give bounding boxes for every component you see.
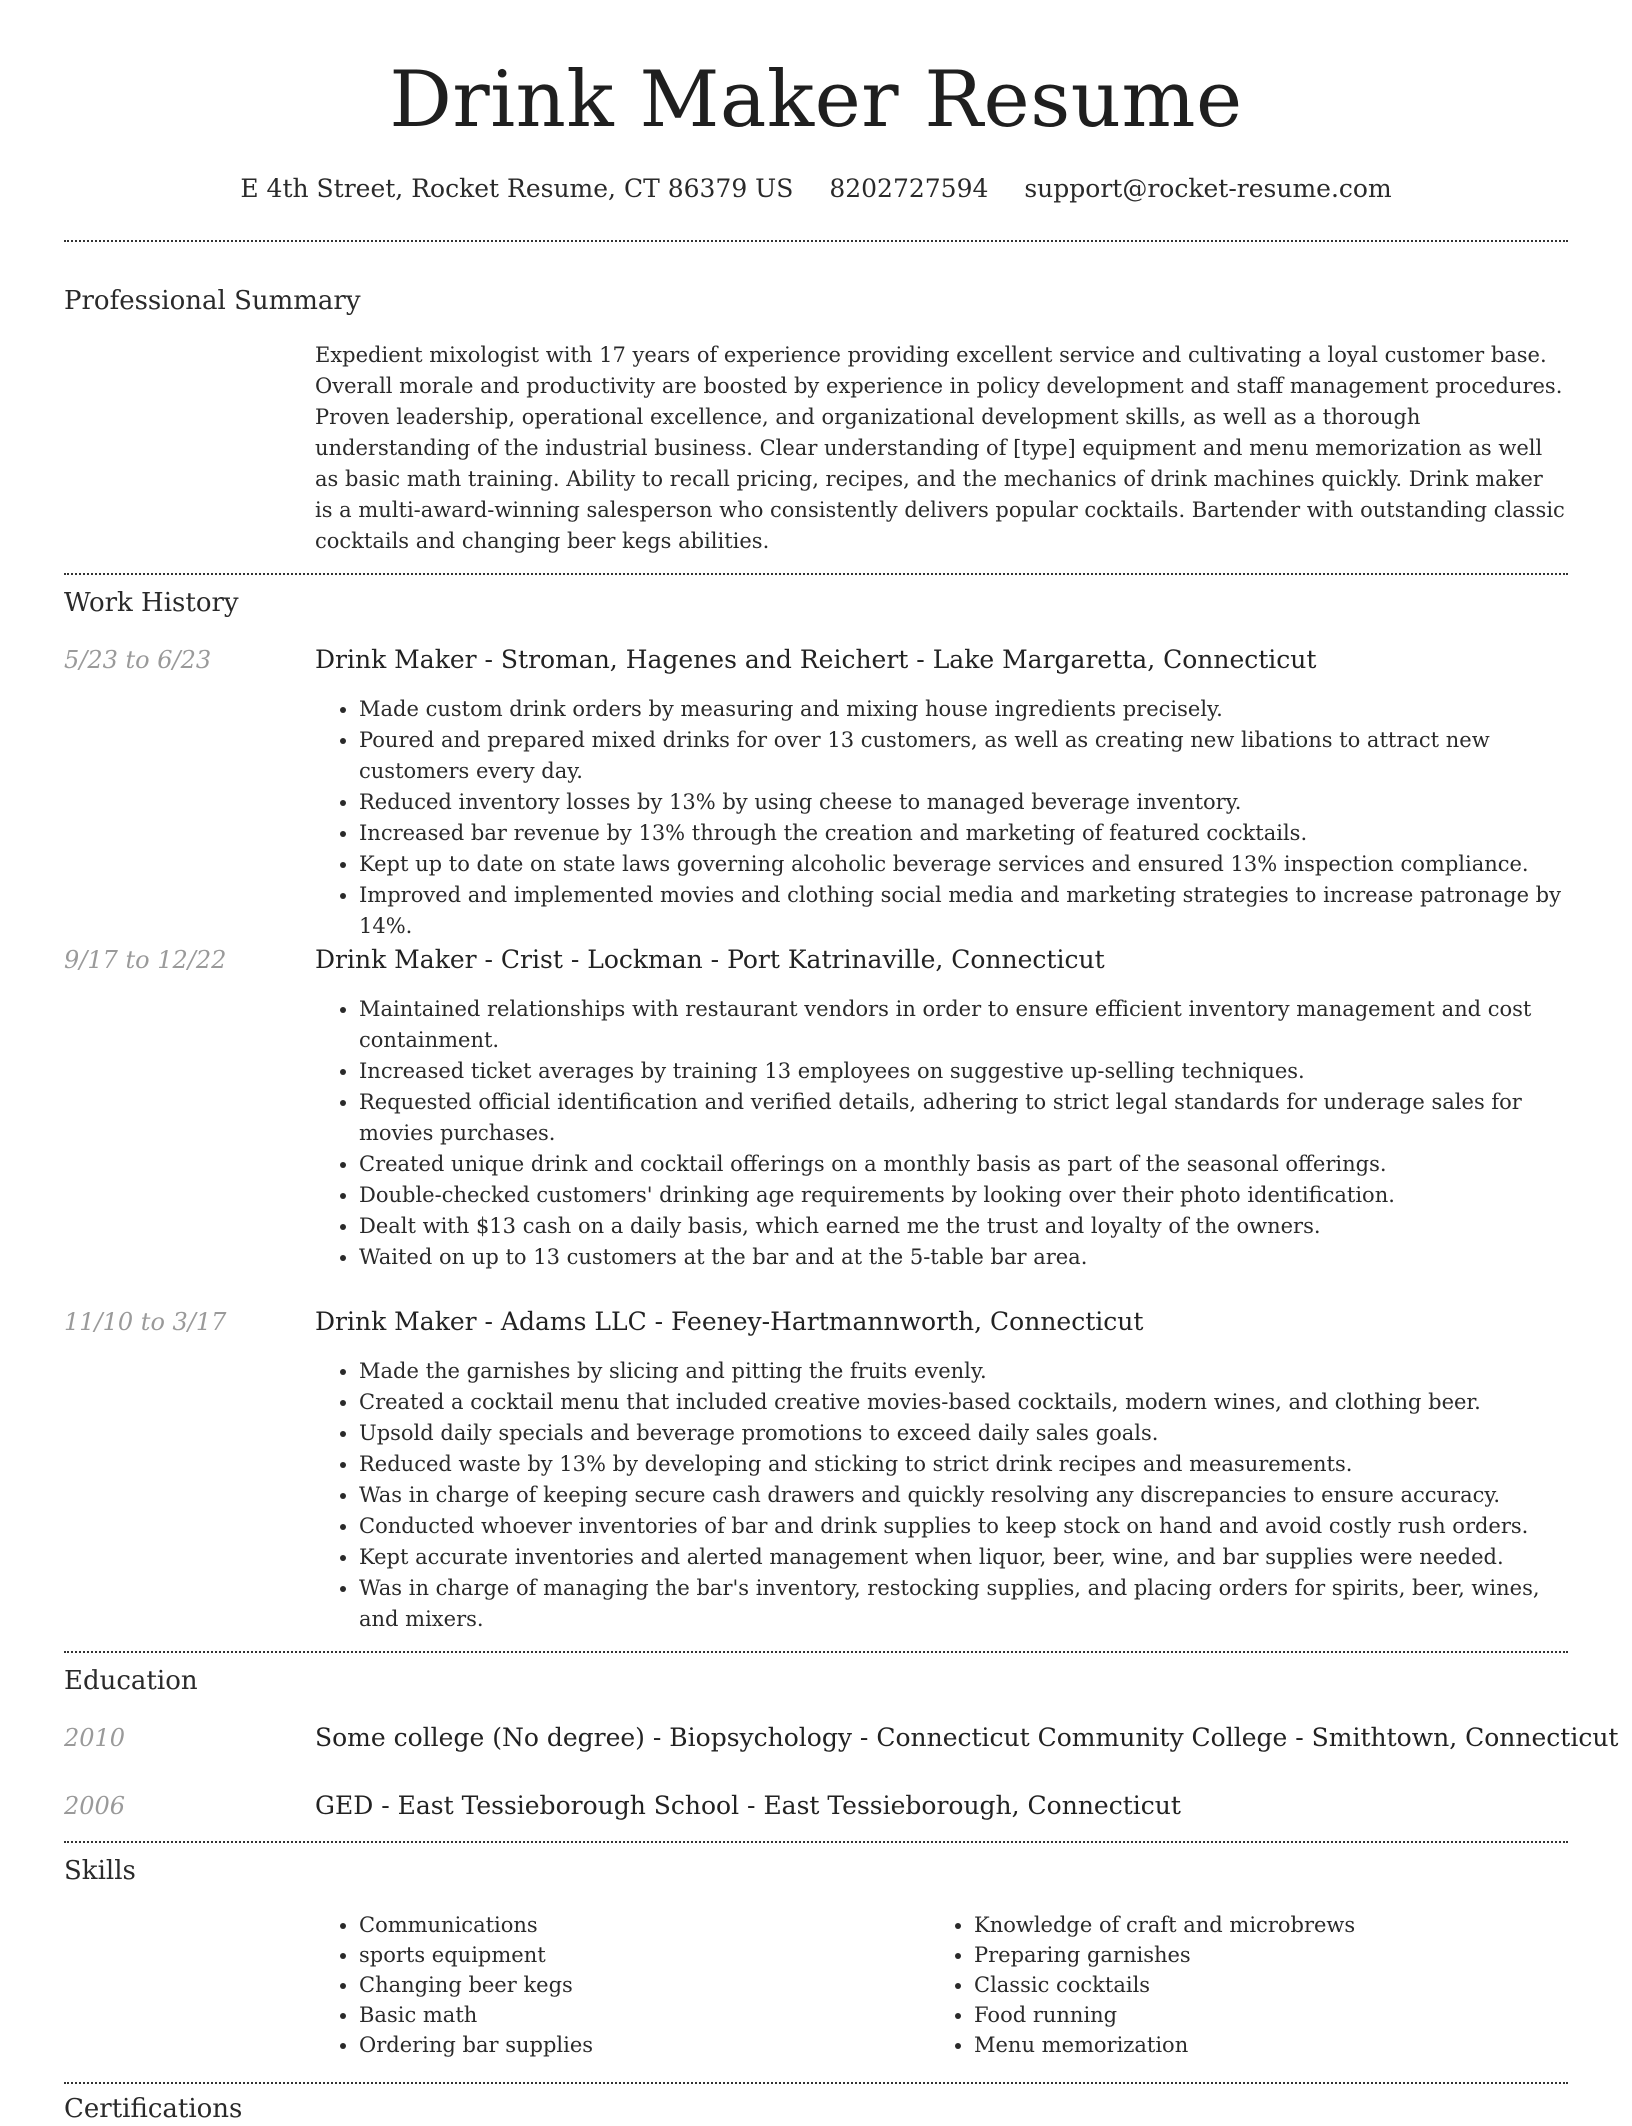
education-entry: Some college (No degree) - Biopsychology - Connecticut Community College - Smithtown, Connecticut (315, 1723, 1619, 1752)
contact-phone: 8202727594 (829, 174, 989, 203)
list-item: • Food running (974, 2000, 1604, 2030)
list-item: • Made custom drink orders by measuring and mixing house ingredients precisely. (359, 694, 1565, 725)
list-item: • Ordering bar supplies (359, 2030, 959, 2060)
list-item: • Upsold daily specials and beverage promotions to exceed daily sales goals. (359, 1418, 1565, 1449)
skills-list-left (315, 1910, 959, 2060)
list-item: • Waited on up to 13 customers at the bar and at the 5-table bar area. (359, 1242, 1565, 1273)
contact-line (0, 172, 1632, 206)
section-divider (64, 1841, 1568, 1843)
list-item: • Communications (359, 1910, 959, 1940)
contact-email: support@rocket-resume.com (1024, 174, 1392, 203)
list-item: • Dealt with $13 cash on a daily basis, which earned me the trust and loyalty of the owners. (359, 1211, 1565, 1242)
skills-list-right (930, 1910, 1604, 2060)
skills-heading: Skills (64, 1856, 136, 1886)
list-item: • Increased bar revenue by 13% through the creation and marketing of featured cocktails. (359, 818, 1565, 849)
education-entry: GED - East Tessieborough School - East Tessieborough, Connecticut (315, 1791, 1181, 1820)
list-item: • Improved and implemented movies and clothing social media and marketing strategies to increase patronage by 14%. (359, 880, 1565, 942)
job-dates: 5/23 to 6/23 (64, 646, 212, 674)
job-bullets (315, 694, 1565, 942)
job-dates: 9/17 to 12/22 (64, 946, 227, 974)
certifications-heading: Certifications (64, 2094, 243, 2124)
education-year: 2010 (64, 1724, 126, 1752)
list-item: • Was in charge of keeping secure cash drawers and quickly resolving any discrepancies to ensure accuracy. (359, 1480, 1565, 1511)
list-item: • Kept accurate inventories and alerted management when liquor, beer, wine, and bar supplies were needed. (359, 1542, 1565, 1573)
list-item: • Made the garnishes by slicing and pitting the fruits evenly. (359, 1356, 1565, 1387)
job-bullets (315, 1356, 1565, 1635)
list-item: • Knowledge of craft and microbrews (974, 1910, 1604, 1940)
list-item: • Classic cocktails (974, 1970, 1604, 2000)
list-item: • Preparing garnishes (974, 1940, 1604, 1970)
education-heading: Education (64, 1666, 198, 1696)
list-item: • sports equipment (359, 1940, 959, 1970)
section-divider (64, 2082, 1568, 2084)
list-item: • Reduced waste by 13% by developing and sticking to strict drink recipes and measurements. (359, 1449, 1565, 1480)
job-dates: 11/10 to 3/17 (64, 1308, 227, 1336)
job-title: Drink Maker - Adams LLC - Feeney-Hartmannworth, Connecticut (315, 1307, 1144, 1336)
list-item: • Changing beer kegs (359, 1970, 959, 2000)
job-title: Drink Maker - Stroman, Hagenes and Reichert - Lake Margaretta, Connecticut (315, 645, 1317, 674)
list-item: • Conducted whoever inventories of bar and drink supplies to keep stock on hand and avoid costly rush orders. (359, 1511, 1565, 1542)
list-item: • Double-checked customers' drinking age requirements by looking over their photo identification. (359, 1180, 1565, 1211)
list-item: • Menu memorization (974, 2030, 1604, 2060)
list-item: • Was in charge of managing the bar's inventory, restocking supplies, and placing orders for spirits, beer, wines, and mixers. (359, 1573, 1565, 1635)
list-item: • Reduced inventory losses by 13% by using cheese to managed beverage inventory. (359, 787, 1565, 818)
summary-text: Expedient mixologist with 17 years of experience providing excellent service and cultivating a loyal customer base. Overall morale and productivity are boosted by experience in policy development and staff management procedures. Proven leadership, operational excellence, and organizational development skills, as well as a thorough understanding of the industrial business. Clear understanding of [type] equipment and menu memorization as well as basic math training. Ability to recall pricing, recipes, and the mechanics of drink machines quickly. Drink maker is a multi-award-winning salesperson who consistently delivers popular cocktails. Bartender with outstanding classic cocktails and changing beer kegs abilities. (315, 343, 1565, 553)
list-item: • Poured and prepared mixed drinks for over 13 customers, as well as creating new libations to attract new customers every day. (359, 725, 1565, 787)
list-item: • Basic math (359, 2000, 959, 2030)
resume-title: Drink Maker Resume (389, 55, 1243, 145)
list-item: • Increased ticket averages by training 13 employees on suggestive up-selling techniques. (359, 1056, 1565, 1087)
list-item: • Maintained relationships with restaurant vendors in order to ensure efficient inventory management and cost containment. (359, 994, 1565, 1056)
education-year: 2006 (64, 1792, 126, 1820)
list-item: • Kept up to date on state laws governing alcoholic beverage services and ensured 13% inspection compliance. (359, 849, 1565, 880)
section-divider (64, 240, 1568, 242)
summary-heading: Professional Summary (64, 286, 361, 316)
list-item: • Requested official identification and verified details, adhering to strict legal standards for underage sales for movies purchases. (359, 1087, 1565, 1149)
contact-address: E 4th Street, Rocket Resume, CT 86379 US (240, 174, 794, 203)
job-bullets (315, 994, 1565, 1273)
section-divider (64, 1651, 1568, 1653)
job-title: Drink Maker - Crist - Lockman - Port Katrinaville, Connecticut (315, 945, 1105, 974)
work-heading: Work History (64, 588, 239, 618)
list-item: • Created unique drink and cocktail offerings on a monthly basis as part of the seasonal offerings. (359, 1149, 1565, 1180)
section-divider (64, 573, 1568, 575)
list-item: • Created a cocktail menu that included creative movies-based cocktails, modern wines, and clothing beer. (359, 1387, 1565, 1418)
